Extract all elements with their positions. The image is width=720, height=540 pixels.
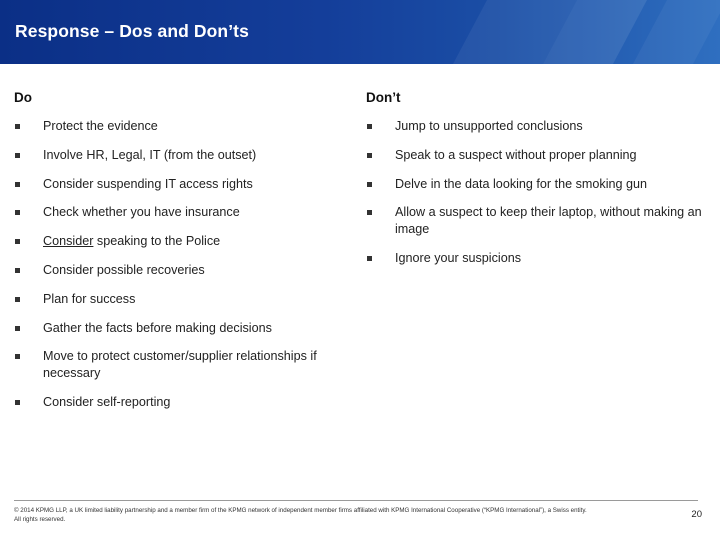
list-item bbox=[14, 118, 354, 135]
bullet-icon bbox=[15, 354, 20, 359]
bullet-icon bbox=[15, 400, 20, 405]
title-bar bbox=[0, 0, 720, 64]
dont-heading: Don’t bbox=[366, 90, 401, 105]
list-item-text: speaking to the Police bbox=[93, 234, 221, 249]
bullet-icon bbox=[15, 182, 20, 187]
list-item bbox=[366, 176, 706, 193]
list-item-text: Ignore your suspicions bbox=[395, 251, 522, 266]
list-item-text: Protect the evidence bbox=[43, 119, 158, 133]
list-item-text: Jump to unsupported conclusions bbox=[395, 119, 583, 133]
do-heading: Do bbox=[14, 90, 32, 105]
bullet-icon bbox=[15, 268, 20, 273]
list-item-text: Consider suspending IT access rights bbox=[43, 176, 253, 191]
bullet-icon bbox=[15, 239, 20, 244]
bullet-icon bbox=[367, 256, 372, 261]
slide-title: Response – Dos and Don’ts bbox=[15, 21, 249, 41]
do-list bbox=[14, 118, 354, 423]
footer-divider bbox=[14, 500, 698, 501]
list-item-emphasis: Consider bbox=[43, 234, 94, 249]
list-item-text: Consider self-reporting bbox=[43, 395, 171, 410]
list-item bbox=[14, 147, 354, 164]
bullet-icon bbox=[15, 124, 20, 129]
list-item bbox=[14, 394, 354, 411]
list-item bbox=[366, 250, 706, 267]
list-item-text: Speak to a suspect without proper planning bbox=[395, 147, 637, 162]
list-item-text: Consider possible recoveries bbox=[43, 262, 205, 277]
list-item bbox=[366, 147, 706, 164]
list-item bbox=[14, 291, 354, 308]
list-item bbox=[366, 204, 706, 238]
dont-list bbox=[366, 118, 706, 279]
copyright-line: © 2014 KPMG LLP, a UK limited liability partnership and a member firm of the KPMG network of independent member firms affiliated with KPMG International Cooperative (“KPMG International”), a Swiss entity. bbox=[14, 507, 587, 514]
bullet-icon bbox=[15, 297, 20, 302]
list-item-text: Check whether you have insurance bbox=[43, 205, 240, 220]
bullet-icon bbox=[367, 210, 372, 215]
bullet-icon bbox=[15, 153, 20, 158]
list-item bbox=[14, 204, 354, 221]
bullet-icon bbox=[15, 210, 20, 215]
list-item bbox=[366, 118, 706, 135]
list-item-text: Plan for success bbox=[43, 291, 136, 306]
list-item bbox=[14, 233, 354, 250]
bullet-icon bbox=[15, 326, 20, 331]
list-item-text: Involve HR, Legal, IT (from the outset) bbox=[43, 147, 257, 162]
list-item-text: Delve in the data looking for the smoking gun bbox=[395, 176, 648, 191]
list-item bbox=[14, 262, 354, 279]
bullet-icon bbox=[367, 182, 372, 187]
page-number: 20 bbox=[691, 509, 702, 520]
list-item-text: Gather the facts before making decisions bbox=[43, 320, 272, 335]
header-decoration bbox=[633, 0, 720, 64]
list-item bbox=[14, 348, 354, 382]
bullet-icon bbox=[367, 124, 372, 129]
rights-line: All rights reserved. bbox=[14, 516, 66, 523]
list-item-text: Allow a suspect to keep their laptop, without making an image bbox=[395, 205, 702, 237]
list-item bbox=[14, 320, 354, 337]
list-item bbox=[14, 176, 354, 193]
list-item-text: Move to protect customer/supplier relationships if necessary bbox=[43, 349, 317, 381]
copyright-notice bbox=[14, 506, 674, 524]
bullet-icon bbox=[367, 153, 372, 158]
